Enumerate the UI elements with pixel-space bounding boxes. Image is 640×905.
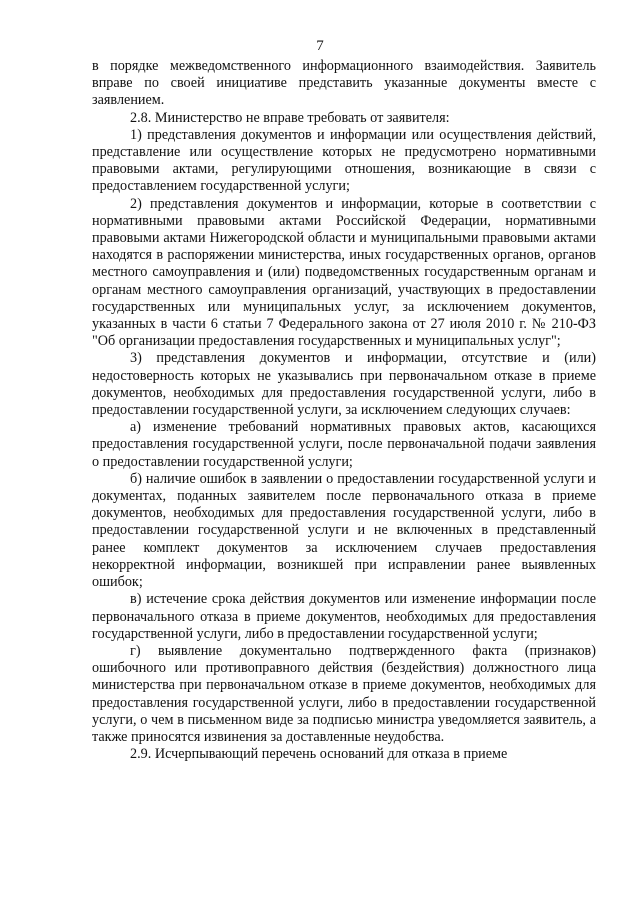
paragraph-item-1: 1) представления документов и информации или осуществления действий, представление или осуществление которых не предусмотрено нормативными правовыми актами, регулирующими отношения, возникающие в связи с предоставлением государственной услуги; bbox=[92, 126, 596, 195]
document-body bbox=[92, 58, 596, 763]
paragraph-subitem-g: г) выявление документально подтвержденного факта (признаков) ошибочного или противоправного действия (бездействия) должностного лица министерства при первоначальном отказе в приеме документов, необходимых для предоставления государственной услуги, либо в предоставлении государственной услуги, о чем в письменном виде за подписью министра уведомляется заявитель, а также приносятся извинения за доставленные неудобства. bbox=[92, 642, 596, 745]
paragraph-subitem-a: а) изменение требований нормативных правовых актов, касающихся предоставления государственной услуги, после первоначальной подачи заявления о предоставлении государственной услуги; bbox=[92, 419, 596, 470]
paragraph-subitem-v: в) истечение срока действия документов или изменение информации после первоначального отказа в приеме документов, необходимых для предоставления государственной услуги, либо в предоставлении государственной услуги; bbox=[92, 591, 596, 642]
paragraph-continuation: в порядке межведомственного информационного взаимодействия. Заявитель вправе по своей инициативе представить указанные документы вместе с заявлением. bbox=[92, 58, 596, 109]
paragraph-2-9: 2.9. Исчерпывающий перечень оснований для отказа в приеме bbox=[130, 746, 508, 763]
page-number: 7 bbox=[316, 38, 324, 54]
paragraph-2-8-heading: 2.8. Министерство не вправе требовать от заявителя: bbox=[130, 109, 450, 126]
paragraph-item-3: 3) представления документов и информации, отсутствие и (или) недостоверность которых не указывались при первоначальном отказе в приеме документов, необходимых для предоставления государственной услуги, либо в предоставлении государственной услуги, за исключением следующих случаев: bbox=[92, 350, 596, 419]
paragraph-subitem-b: б) наличие ошибок в заявлении о предоставлении государственной услуги и документах, поданных заявителем после первоначального отказа в приеме документов, необходимых для предоставления государственной услуги, либо в предоставлении государственной услуги и не включенных в представленный ранее комплект документов за исключением случаев предоставления некорректной информации, возникшей при исправлении ранее выявленных ошибок; bbox=[92, 470, 596, 591]
paragraph-item-2: 2) представления документов и информации, которые в соответствии с нормативными правовыми актами Российской Федерации, нормативными правовыми актами Нижегородской области и муниципальными правовыми актами находятся в распоряжении министерства, иных государственных органов, органов местного самоуправления и (или) подведомственных государственным органам и органам местного самоуправления организаций, участвующих в предоставлении государственных или муниципальных услуг, за исключением документов, указанных в части 6 статьи 7 Федерального закона от 27 июля 2010 г. № 210-ФЗ "Об организации предоставления государственных и муниципальных услуг"; bbox=[92, 195, 596, 350]
